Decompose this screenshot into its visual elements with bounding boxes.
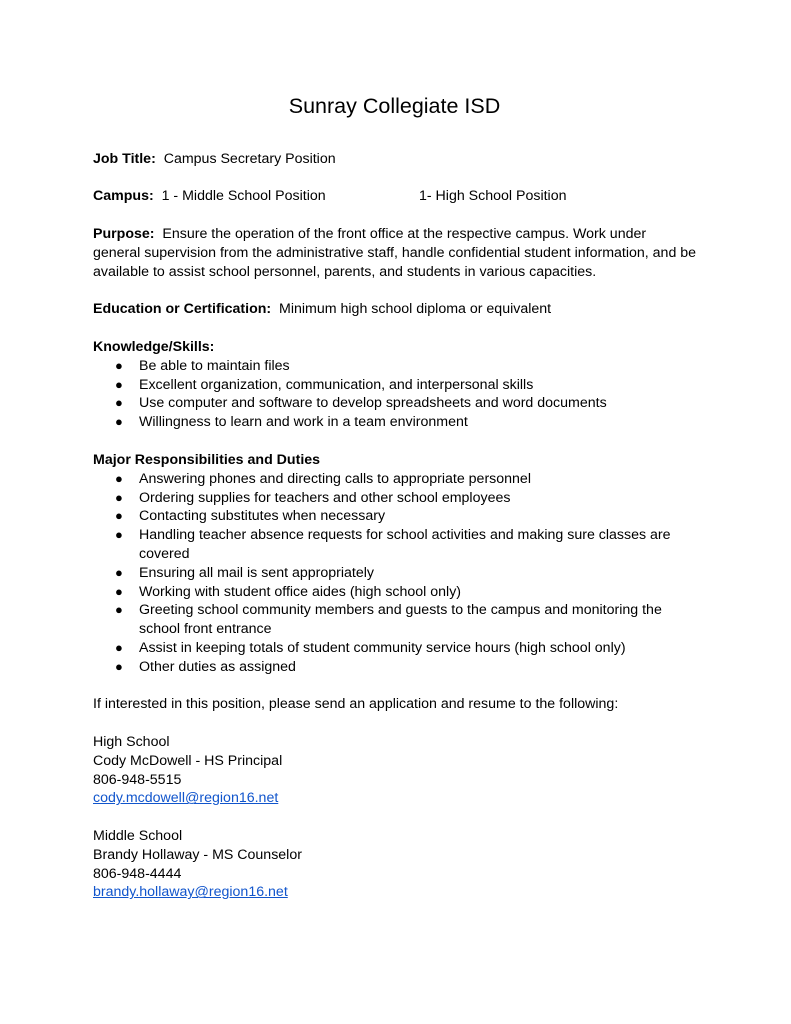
list-item: [93, 526, 703, 564]
list-item-text: Willingness to learn and work in a team environment: [139, 414, 468, 431]
list-item: [93, 394, 703, 413]
campus-hs-value: 1- High School Position: [419, 188, 567, 204]
purpose-line-3: available to assist school personnel, parents, and students in various capacities.: [93, 263, 597, 280]
job-title-label: Job Title:: [93, 151, 156, 167]
bullet-icon: ●: [115, 376, 123, 392]
campus-ms-value: 1 - Middle School Position: [161, 188, 326, 204]
bullet-icon: ●: [115, 489, 123, 505]
list-item-text: Other duties as assigned: [139, 658, 296, 675]
campus-label: Campus:: [93, 188, 154, 204]
list-item-text: Be able to maintain files: [139, 357, 290, 374]
list-item-text: Greeting school community members and guests to the campus and monitoring the: [139, 602, 662, 619]
list-item: [93, 639, 703, 658]
bullet-icon: ●: [115, 602, 123, 618]
list-item: [93, 583, 703, 602]
list-item: [93, 413, 703, 432]
list-item-text: Use computer and software to develop spreadsheets and word documents: [139, 395, 607, 412]
list-item: [93, 564, 703, 583]
bullet-icon: ●: [115, 508, 123, 524]
contact-high-school: [93, 733, 703, 808]
list-item: [93, 357, 703, 376]
list-item-text: Ordering supplies for teachers and other school employees: [139, 489, 511, 506]
list-item-text: Excellent organization, communication, and interpersonal skills: [139, 376, 534, 393]
list-item: [93, 489, 703, 508]
purpose-line-1: [93, 225, 703, 244]
bullet-icon: ●: [115, 564, 123, 580]
duties-section: [93, 451, 703, 677]
list-item: [93, 658, 703, 677]
list-item-text: Ensuring all mail is sent appropriately: [139, 564, 374, 581]
bullet-icon: ●: [115, 658, 123, 674]
list-item-text-cont: school front entrance: [139, 621, 272, 638]
education-line: [93, 300, 703, 319]
contact-hs-heading: High School: [93, 734, 170, 750]
campus-line: [93, 187, 703, 206]
bullet-icon: ●: [115, 357, 123, 373]
contact-hs-name: Cody McDowell - HS Principal: [93, 752, 283, 769]
education-label: Education or Certification:: [93, 301, 272, 317]
document-title: Sunray Collegiate ISD: [288, 94, 501, 118]
contact-hs-phone: 806-948-5515: [93, 771, 182, 788]
list-item-text: Handling teacher absence requests for school activities and making sure classes are: [139, 527, 671, 544]
contact-ms-phone: 806-948-4444: [93, 865, 182, 882]
list-item: [93, 507, 703, 526]
bullet-icon: ●: [115, 527, 123, 543]
purpose-line-2: general supervision from the administrative staff, handle confidential student information, and be: [93, 244, 697, 261]
knowledge-heading: Knowledge/Skills:: [93, 339, 215, 355]
purpose-label: Purpose:: [93, 226, 155, 242]
knowledge-section: [93, 338, 703, 432]
bullet-icon: ●: [115, 639, 123, 655]
job-title-line: [93, 150, 703, 169]
list-item: [93, 376, 703, 395]
list-item-text-cont: covered: [139, 545, 190, 562]
contact-ms-email-link[interactable]: brandy.hollaway@region16.net: [93, 884, 288, 901]
duties-list: [93, 470, 703, 677]
list-item-text: Working with student office aides (high school only): [139, 583, 462, 600]
contact-hs-email-link[interactable]: cody.mcdowell@region16.net: [93, 790, 279, 807]
apply-instructions: If interested in this position, please send an application and resume to the following:: [93, 696, 619, 712]
list-item: [93, 470, 703, 489]
purpose-section: [93, 225, 703, 281]
contact-middle-school: [93, 827, 703, 902]
knowledge-list: [93, 357, 703, 432]
contact-ms-name: Brandy Hollaway - MS Counselor: [93, 846, 302, 863]
bullet-icon: ●: [115, 470, 123, 486]
list-item: [93, 601, 703, 639]
list-item-text: Assist in keeping totals of student community service hours (high school only): [139, 639, 626, 656]
bullet-icon: ●: [115, 583, 123, 599]
duties-heading: Major Responsibilities and Duties: [93, 452, 321, 468]
bullet-icon: ●: [115, 395, 123, 411]
bullet-icon: ●: [115, 414, 123, 430]
education-value: Minimum high school diploma or equivalent: [279, 301, 552, 317]
job-title-value: Campus Secretary Position: [163, 151, 336, 167]
list-item-text: Contacting substitutes when necessary: [139, 508, 386, 525]
purpose-text-1: Ensure the operation of the front office at the respective campus. Work under: [162, 226, 647, 242]
list-item-text: Answering phones and directing calls to appropriate personnel: [139, 470, 531, 487]
contact-ms-heading: Middle School: [93, 828, 183, 844]
